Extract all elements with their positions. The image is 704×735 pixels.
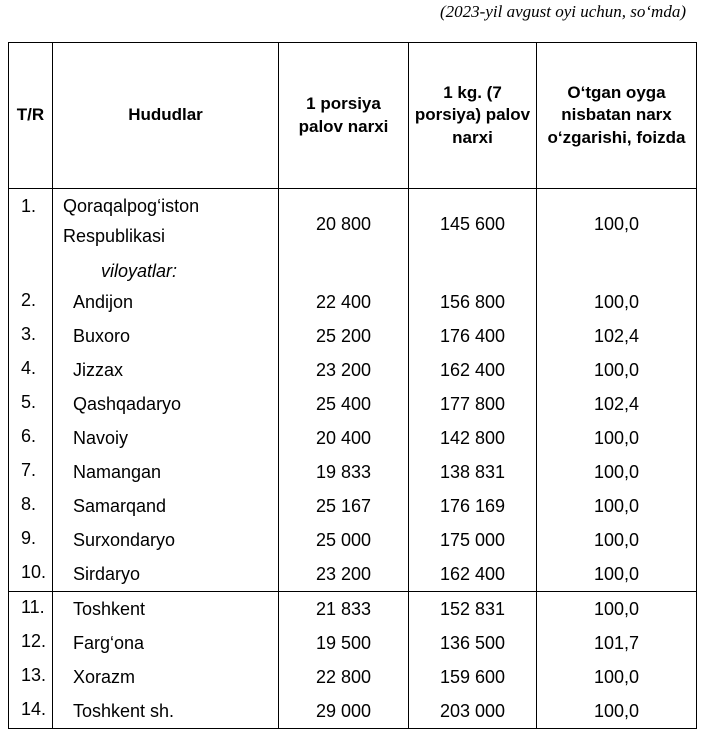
row-region: Farg‘ona [53, 626, 279, 660]
row-number: 14. [9, 694, 53, 729]
row-kg-price: 136 500 [409, 626, 537, 660]
header-region: Hududlar [53, 43, 279, 189]
row-portion-price: 22 400 [279, 285, 409, 319]
table-row [9, 387, 697, 421]
row-number: 7. [9, 455, 53, 489]
row-kg-price: 177 800 [409, 387, 537, 421]
row-number: 12. [9, 626, 53, 660]
row-kg-price: 145 600 [409, 189, 537, 258]
table-caption: (2023-yil avgust oyi uchun, so‘mda) [440, 2, 686, 21]
row-price-change: 100,0 [537, 694, 697, 729]
row-number: 1. [9, 189, 53, 258]
row-region: Toshkent sh. [53, 694, 279, 729]
row-price-change: 100,0 [537, 660, 697, 694]
row-region: Jizzax [53, 353, 279, 387]
row-portion-price: 25 400 [279, 387, 409, 421]
row-price-change: 102,4 [537, 387, 697, 421]
row-number: 13. [9, 660, 53, 694]
row-portion-price: 29 000 [279, 694, 409, 729]
row-number: 9. [9, 523, 53, 557]
row-price-change: 101,7 [537, 626, 697, 660]
row-price-change: 100,0 [537, 557, 697, 592]
header-kg-price: 1 kg. (7 porsiya) palov narxi [409, 43, 537, 189]
row-region: Qoraqalpog‘iston Respublikasi [53, 189, 279, 258]
row-region: Sirdaryo [53, 557, 279, 592]
row-kg-price: 159 600 [409, 660, 537, 694]
row-portion-price: 21 833 [279, 592, 409, 627]
row-number: 3. [9, 319, 53, 353]
row-region: Navoiy [53, 421, 279, 455]
table-row [9, 694, 697, 729]
table-row [9, 557, 697, 592]
row-region: Surxondaryo [53, 523, 279, 557]
row-kg-price: 203 000 [409, 694, 537, 729]
table-row [9, 353, 697, 387]
row-kg-price: 162 400 [409, 353, 537, 387]
table-row [9, 285, 697, 319]
row-portion-price: 20 800 [279, 189, 409, 258]
table-row [9, 489, 697, 523]
header-portion-price: 1 porsiya palov narxi [279, 43, 409, 189]
row-region: Buxoro [53, 319, 279, 353]
row-price-change: 100,0 [537, 523, 697, 557]
row-number: 6. [9, 421, 53, 455]
row-price-change: 100,0 [537, 489, 697, 523]
header-row [9, 43, 697, 189]
row-price-change: 100,0 [537, 189, 697, 258]
row-region: Samarqand [53, 489, 279, 523]
row-portion-price: 22 800 [279, 660, 409, 694]
row-kg-price: 175 000 [409, 523, 537, 557]
table-row [9, 660, 697, 694]
header-price-change: O‘tgan oyga nisbatan narx o‘zgarishi, foizda [537, 43, 697, 189]
row-region: Andijon [53, 285, 279, 319]
row-kg-price: 156 800 [409, 285, 537, 319]
row-region: Toshkent [53, 592, 279, 627]
row-price-change: 100,0 [537, 421, 697, 455]
header-tr: T/R [9, 43, 53, 189]
row-number: 11. [9, 592, 53, 627]
table-row [9, 523, 697, 557]
row-region: Namangan [53, 455, 279, 489]
row-portion-price: 25 167 [279, 489, 409, 523]
subheading-label: viloyatlar: [53, 257, 279, 285]
row-kg-price: 176 169 [409, 489, 537, 523]
row-portion-price: 23 200 [279, 557, 409, 592]
table-row [9, 626, 697, 660]
row-kg-price: 138 831 [409, 455, 537, 489]
subheading-row [9, 257, 697, 285]
row-portion-price: 19 500 [279, 626, 409, 660]
row-portion-price: 25 200 [279, 319, 409, 353]
row-kg-price: 162 400 [409, 557, 537, 592]
row-portion-price: 19 833 [279, 455, 409, 489]
row-number: 5. [9, 387, 53, 421]
row-region: Xorazm [53, 660, 279, 694]
row-price-change: 100,0 [537, 353, 697, 387]
row-price-change: 100,0 [537, 285, 697, 319]
row-price-change: 100,0 [537, 455, 697, 489]
row-number: 8. [9, 489, 53, 523]
row-portion-price: 20 400 [279, 421, 409, 455]
table-row [9, 319, 697, 353]
row-kg-price: 152 831 [409, 592, 537, 627]
row-number: 10. [9, 557, 53, 592]
row-region: Qashqadaryo [53, 387, 279, 421]
table-row [9, 592, 697, 627]
row-number: 4. [9, 353, 53, 387]
table-row [9, 421, 697, 455]
row-kg-price: 176 400 [409, 319, 537, 353]
row-number: 2. [9, 285, 53, 319]
palov-price-table [8, 42, 697, 729]
table-row [9, 189, 697, 258]
row-portion-price: 25 000 [279, 523, 409, 557]
row-kg-price: 142 800 [409, 421, 537, 455]
table-row [9, 455, 697, 489]
row-portion-price: 23 200 [279, 353, 409, 387]
row-price-change: 102,4 [537, 319, 697, 353]
row-price-change: 100,0 [537, 592, 697, 627]
